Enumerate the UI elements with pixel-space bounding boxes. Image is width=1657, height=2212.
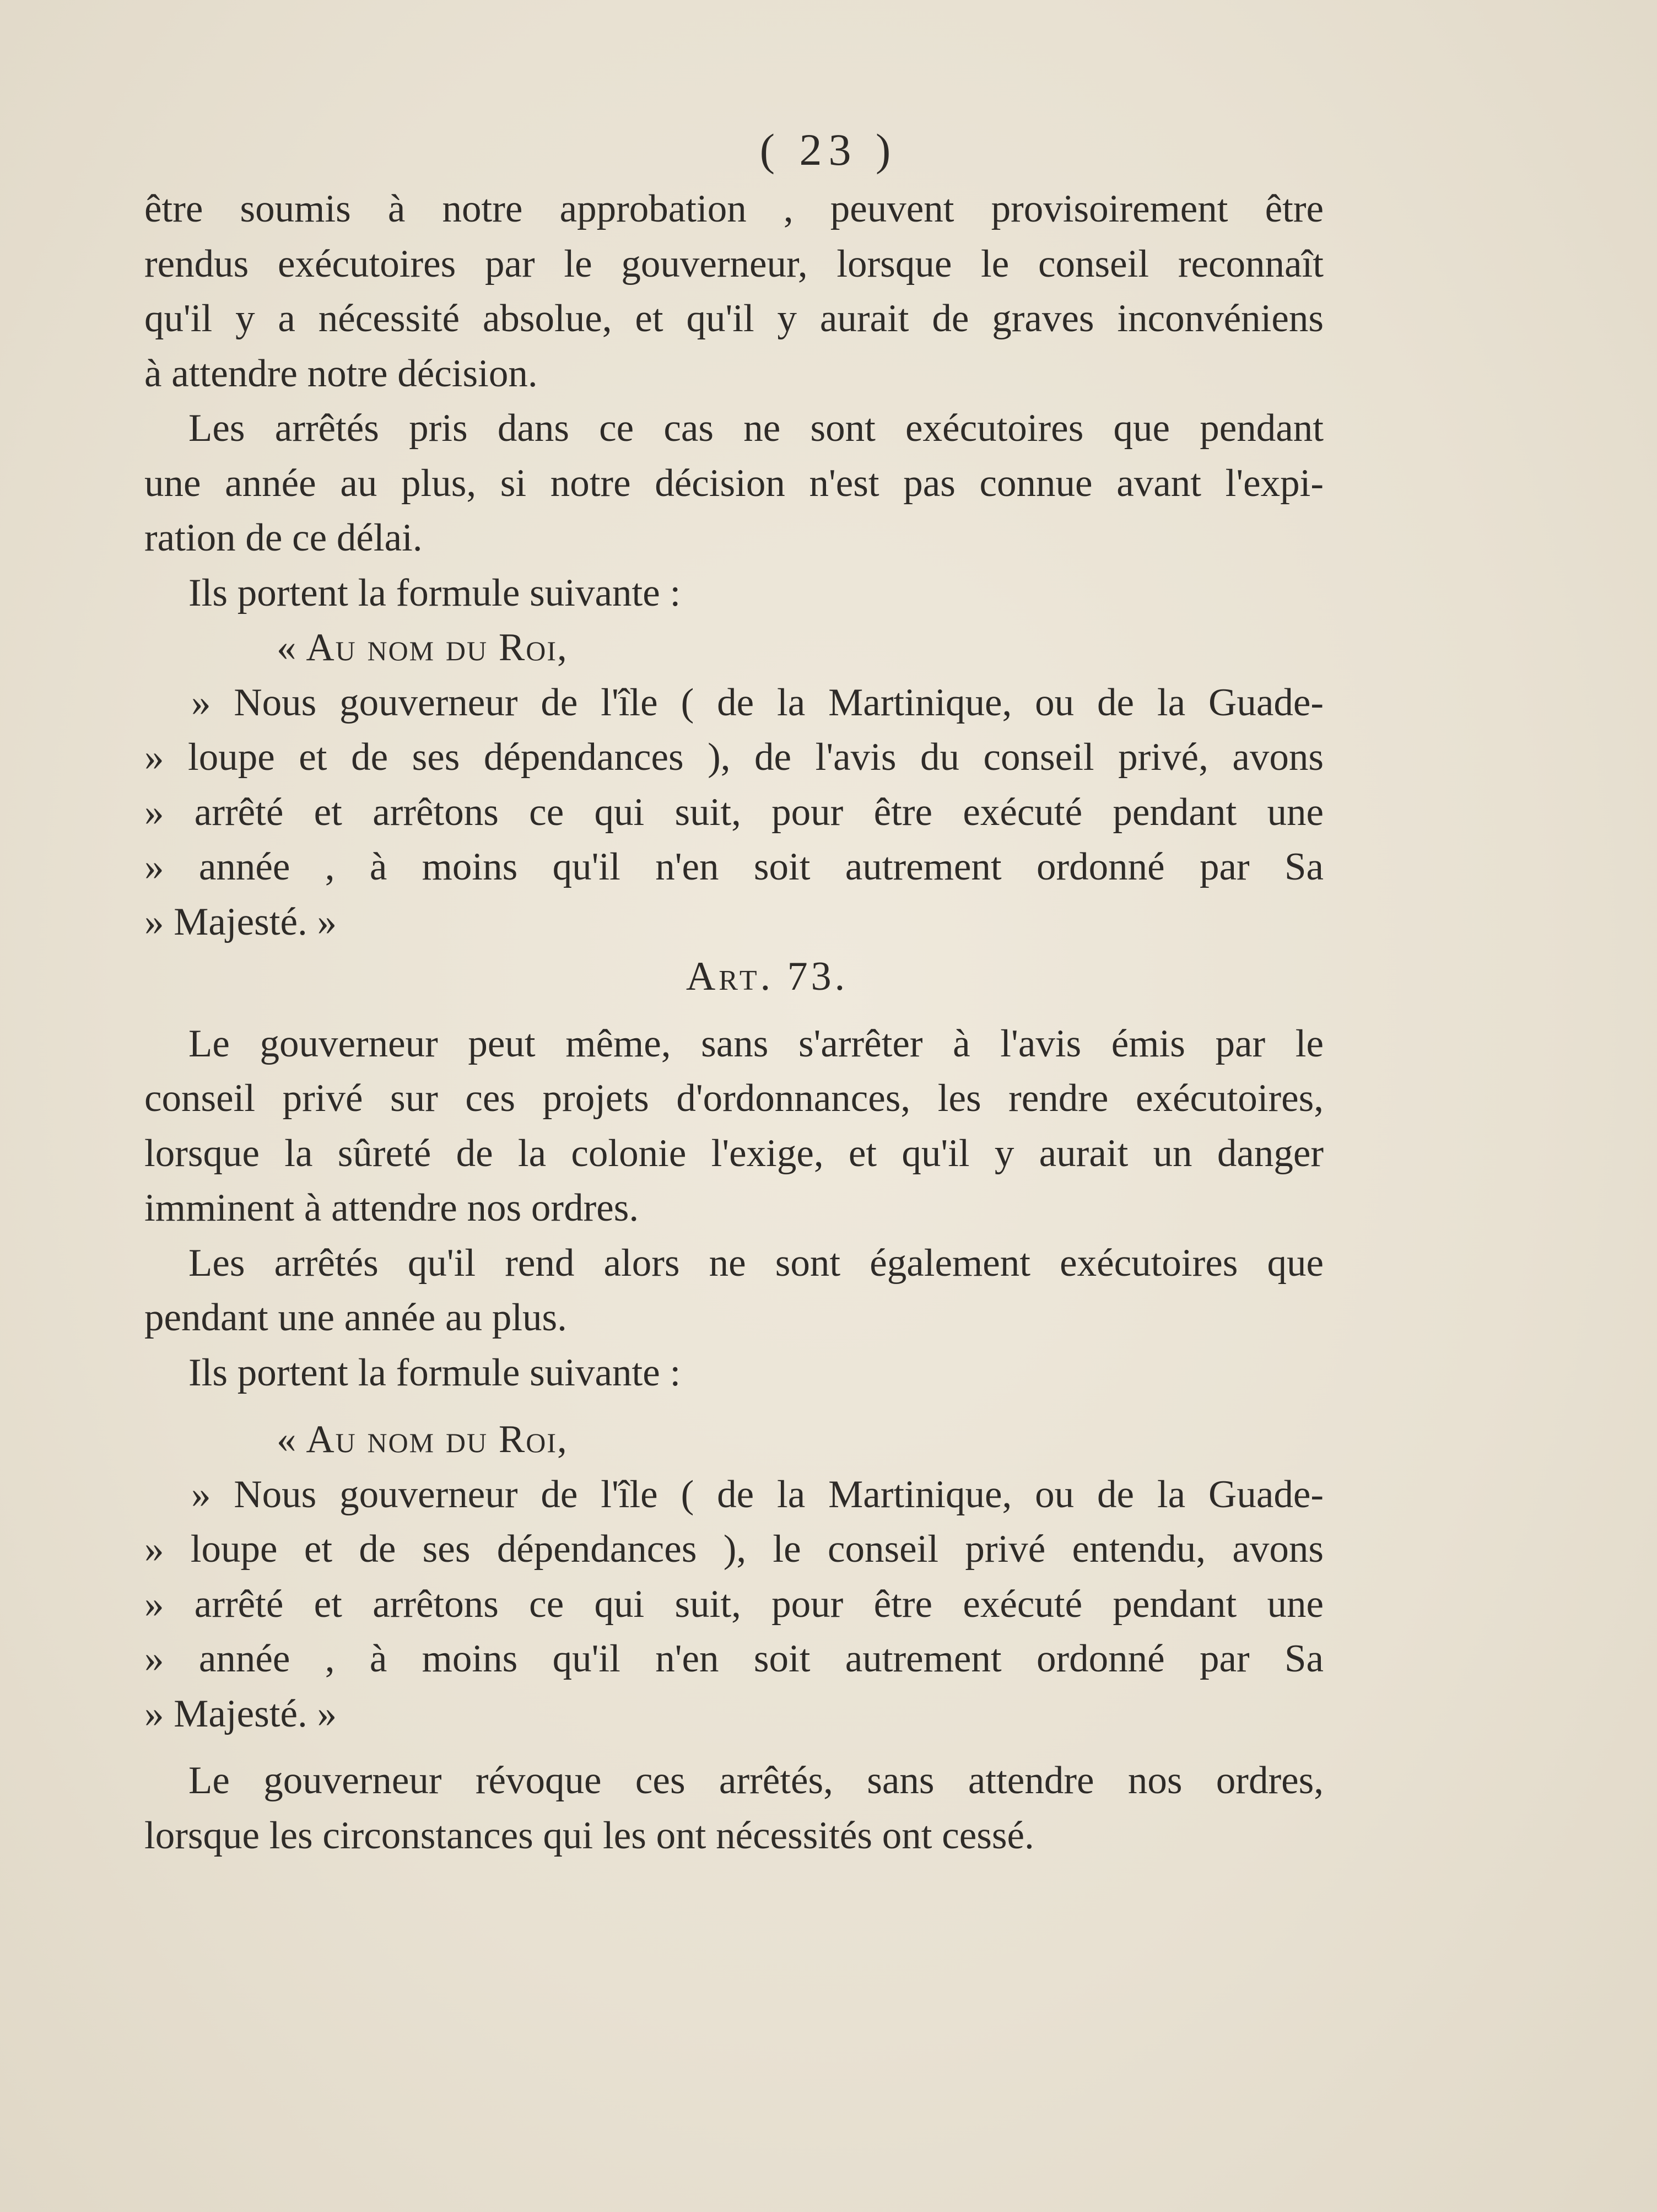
text-line: rendus exécutoires par le gouverneur, lorsque le conseil reconnaît [144, 242, 1324, 285]
text-line: Ils portent la formule suivante : [188, 571, 681, 614]
quoted-line: » arrêté et arrêtons ce qui suit, pour être exécuté pendant une [144, 790, 1324, 834]
article-text [144, 182, 1324, 1863]
text-line: Ils portent la formule suivante : [188, 1351, 681, 1394]
quoted-line: » loupe et de ses dépendances ), le conseil privé entendu, avons [144, 1528, 1324, 1571]
text-line: Les arrêtés qu'il rend alors ne sont également exécutoires que [188, 1241, 1324, 1285]
text-line: à attendre notre décision. [144, 352, 538, 395]
quoted-line: » année , à moins qu'il n'en soit autrement ordonné par Sa [144, 845, 1324, 888]
text-line: lorsque la sûreté de la colonie l'exige, et qu'il y aurait un danger [144, 1131, 1324, 1175]
text-line: Les arrêtés pris dans ce cas ne sont exécutoires que pendant [188, 407, 1324, 450]
article-heading: Art. 73. [686, 954, 849, 999]
text-line: Le gouverneur révoque ces arrêtés, sans attendre nos ordres, [188, 1759, 1324, 1802]
text-line: une année au plus, si notre décision n'est pas connue avant l'expi- [144, 461, 1324, 505]
text-line: Le gouverneur peut même, sans s'arrêter à l'avis émis par le [188, 1022, 1324, 1065]
formula-heading: « Au nom du Roi, [277, 1418, 568, 1461]
quoted-line: » Majesté. » [144, 1692, 337, 1735]
text-line: qu'il y a nécessité absolue, et qu'il y aurait de graves inconvéniens [144, 297, 1324, 340]
text-line: ration de ce délai. [144, 516, 423, 559]
text-line: lorsque les circonstances qui les ont nécessités ont cessé. [144, 1814, 1034, 1857]
quoted-line: » Nous gouverneur de l'île ( de la Martinique, ou de la Guade- [191, 681, 1324, 724]
text-line: conseil privé sur ces projets d'ordonnances, les rendre exécutoires, [144, 1077, 1324, 1120]
page-number: ( 23 ) [759, 125, 898, 175]
quoted-line: » Majesté. » [144, 900, 337, 943]
formula-heading: « Au nom du Roi, [277, 626, 568, 669]
quoted-line: » loupe et de ses dépendances ), de l'avis du conseil privé, avons [144, 736, 1324, 779]
quoted-line: » Nous gouverneur de l'île ( de la Martinique, ou de la Guade- [191, 1472, 1324, 1516]
text-line: être soumis à notre approbation , peuvent provisoirement être [144, 187, 1324, 230]
text-line: pendant une année au plus. [144, 1296, 567, 1339]
quoted-line: » arrêté et arrêtons ce qui suit, pour être exécuté pendant une [144, 1582, 1324, 1626]
quoted-line: » année , à moins qu'il n'en soit autrement ordonné par Sa [144, 1637, 1324, 1680]
text-line: imminent à attendre nos ordres. [144, 1186, 639, 1229]
